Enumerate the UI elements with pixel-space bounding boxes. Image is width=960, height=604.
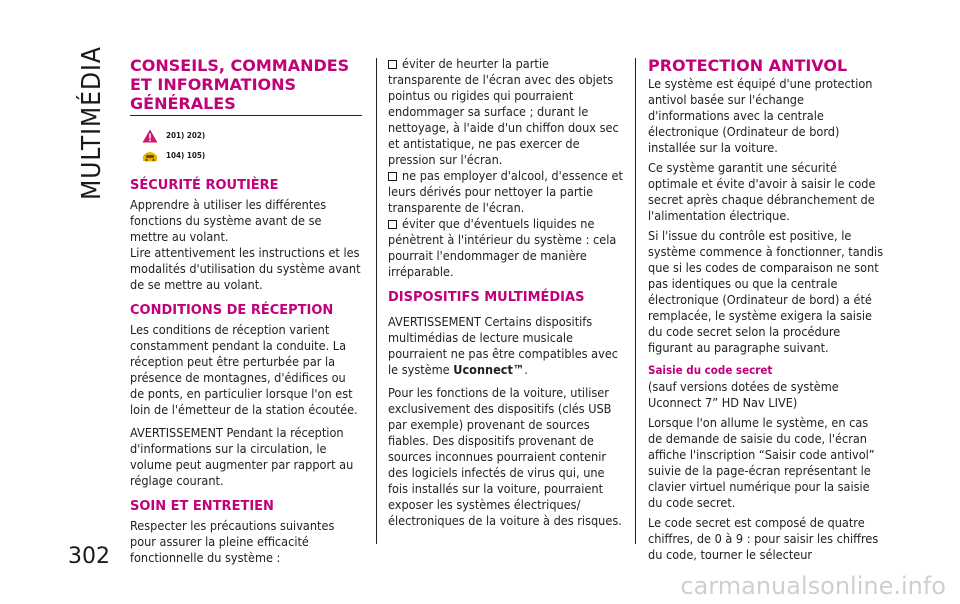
warning-triangle-icon: [142, 129, 158, 143]
warning-reference: [142, 126, 362, 146]
paragraph: Les conditions de réception varient constamment pendant la conduite. La réception peut être perturbée par la présence de montagnes, d'édifices ou de ponts, en particulier lorsque l'on est loin de l'émetteur de la station écoutée.: [130, 322, 358, 417]
paragraph: AVERTISSEMENT Pendant la réception d'informations sur la circulation, le volume peut augmenter par rapport au réglage courant.: [130, 425, 354, 488]
reference-notes: [142, 126, 362, 166]
caution-car-icon: [142, 149, 158, 163]
paragraph: Si l'issue du contrôle est positive, le système commence à fonctionner, tandis que si les codes de comparaison ne sont pas identiques ou que la centrale électronique (Ordinateur de bord) a été remplacée, le système exigera la saisie du code secret selon la procédure figurant au paragraphe suivant.: [648, 228, 884, 355]
paragraph: Lorsque l'on allume le système, en cas de demande de saisie du code, l'écran affiche l'inscription “Saisir code antivol” suivie de la page-écran représentant le clavier virtuel numérique pour la saisie du code secret.: [648, 415, 875, 510]
column-divider: [635, 58, 636, 544]
paragraph: Le système est équipé d'une protection antivol basée sur l'échange d'informations avec la centrale électronique (Ordinateur de bord) installée sur la voiture.: [648, 76, 873, 155]
title-rule: [130, 115, 362, 116]
heading-care: SOIN ET ENTRETIEN: [130, 499, 274, 514]
caution-reference: [142, 146, 362, 166]
paragraph: Lire attentivement les instructions et les modalités d'utilisation du système avant de se mettre au volant.: [130, 245, 361, 292]
paragraph: Apprendre à utiliser les différentes fonctions du système avant de se mettre au volant.: [130, 197, 327, 244]
bullet-item: éviter de heurter la partie transparente de l'écran avec des objets pointus ou rigides qui pourraient endommager sa surface ; durant le nettoyage, à l'aide d'un chiffon doux sec et antistatique, ne pas exercer de pression sur l'écran.: [388, 56, 619, 167]
paragraph: Ce système garantit une sécurité optimale et évite d'avoir à saisir le code secret après chaque débranchement de l'alimentation électrique.: [648, 160, 876, 223]
subheading-secret-code: Saisie du code secret: [648, 363, 773, 377]
chapter-side-title: MULTIMÉDIA: [77, 46, 107, 200]
checkbox-bullet-icon: [388, 60, 397, 69]
watermark: carmanualsonline.info: [680, 572, 946, 600]
warning-reference-numbers: 201) 202): [166, 131, 206, 140]
paragraph: Respecter les précautions suivantes pour assurer la pleine efficacité fonctionnelle du système :: [130, 518, 335, 565]
page-number: 302: [68, 544, 110, 569]
heading-reception: CONDITIONS DE RÉCEPTION: [130, 303, 334, 318]
main-title: CONSEILS, COMMANDES ET INFORMATIONS GÉNÉRALES: [130, 56, 350, 113]
heading-multimedia-devices: DISPOSITIFS MULTIMÉDIAS: [388, 290, 585, 305]
heading-road-safety: SÉCURITÉ ROUTIÈRE: [130, 178, 279, 193]
uconnect-brand: Uconnect™: [453, 362, 525, 377]
column-2: [388, 56, 624, 536]
column-divider: [376, 58, 377, 544]
checkbox-bullet-icon: [388, 220, 397, 229]
antitheft-title: PROTECTION ANTIVOL: [648, 56, 848, 75]
bullet-item: ne pas employer d'alcool, d'essence et leurs dérivés pour nettoyer la partie transparente de l'écran.: [388, 168, 623, 215]
bullet-item: éviter que d'éventuels liquides ne pénètrent à l'intérieur du système : cela pourrait l'endommager de manière irréparable.: [388, 216, 617, 279]
column-1: [130, 56, 362, 573]
column-3: [648, 56, 884, 570]
paragraph: (sauf versions dotées de système Uconnect 7” HD Nav LIVE): [648, 379, 839, 410]
paragraph: Pour les fonctions de la voiture, utiliser exclusivement des dispositifs (clés USB par exemple) provenant de sources fiables. Des dispositifs provenant de sources inconnues pourraient contenir des logiciels infectés de virus qui, une fois installés sur la voiture, pourraient exposer les systèmes électriques/électroniques de la voiture à des risques.: [388, 385, 622, 528]
checkbox-bullet-icon: [388, 172, 397, 181]
paragraph: AVERTISSEMENT Certains dispositifs multimédias de lecture musicale pourraient ne pas être compatibles avec le système Uconnect™.: [388, 314, 619, 377]
caution-reference-numbers: 104) 105): [166, 151, 206, 160]
paragraph: Le code secret est composé de quatre chiffres, de 0 à 9 : pour saisir les chiffres du code, tourner le sélecteur: [648, 515, 879, 562]
